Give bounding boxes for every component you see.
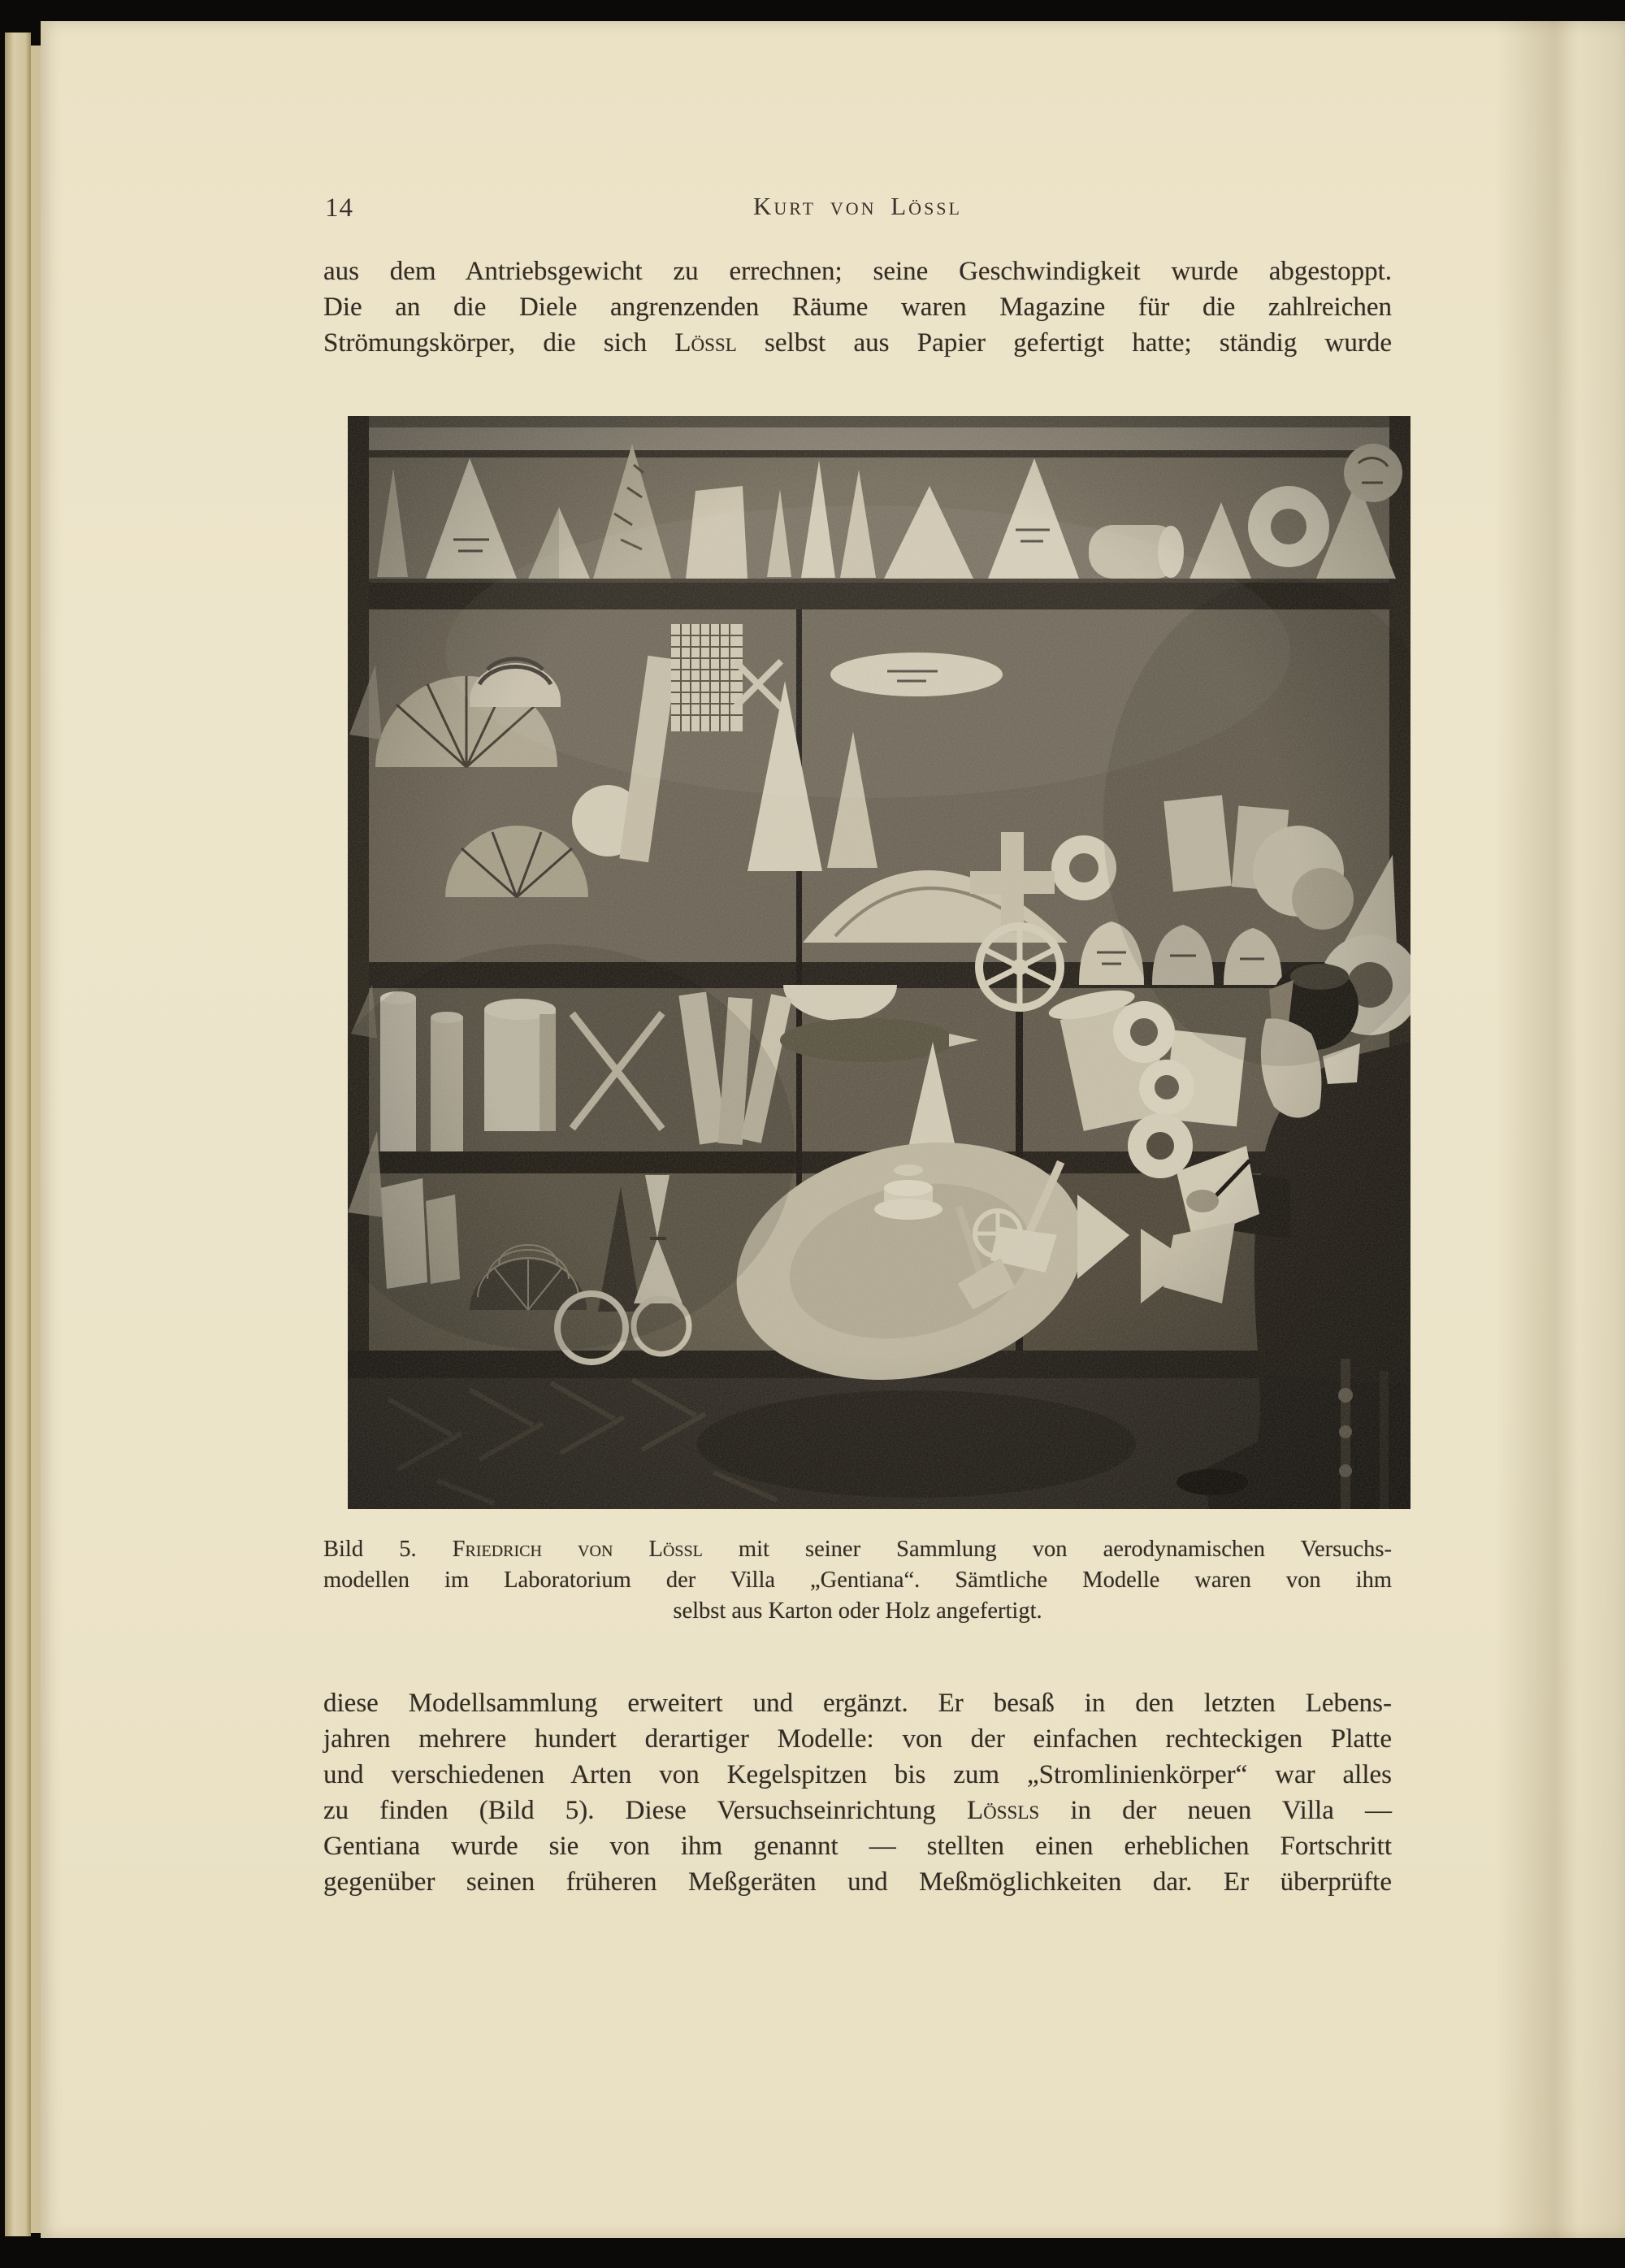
- book-page-edges: [5, 33, 31, 2236]
- text-line: Bild 5. Friedrich von Lössl mit seiner Sammlung von aerodynamischen Versuchs-: [323, 1537, 1392, 1562]
- binding-gutter-shadow: [1495, 21, 1625, 2238]
- text-line: gegenüber seinen früheren Meßgeräten und Meßmöglichkeiten dar. Er überprüfte: [323, 1867, 1392, 1897]
- text-line: jahren mehrere hundert derartiger Modelle: von der einfachen rechteckigen Platte: [323, 1724, 1392, 1754]
- paragraph-top: [323, 254, 1392, 361]
- text-line: modellen im Laboratorium der Villa „Gentiana“. Sämtliche Modelle waren von ihm: [323, 1568, 1392, 1593]
- text-line: Die an die Diele angrenzenden Räume waren Magazine für die zahlreichen: [323, 293, 1392, 322]
- running-head: Kurt von Lössl: [753, 192, 962, 220]
- text-line: und verschiedenen Arten von Kegelspitzen bis zum „Stromlinienkörper“ war alles: [323, 1760, 1392, 1789]
- book-page-edge-inner: [31, 46, 41, 2233]
- paragraph-bottom: [323, 1685, 1392, 1900]
- figure-photo: [348, 416, 1410, 1509]
- text-line: Strömungskörper, die sich Lössl selbst aus Papier gefertigt hatte; ständig wurde: [323, 328, 1392, 358]
- figure-caption: [323, 1534, 1392, 1627]
- page-number: 14: [325, 193, 353, 223]
- text-line: zu finden (Bild 5). Diese Versuchseinrichtung Lössls in der neuen Villa —: [323, 1796, 1393, 1825]
- photo-tone-overlays: [348, 416, 1410, 1509]
- text-line: diese Modellsammlung erweitert und ergänzt. Er besaß in den letzten Lebens-: [323, 1689, 1392, 1718]
- text-line: selbst aus Karton oder Holz angefertigt.: [673, 1598, 1042, 1624]
- photo-illustration: [348, 416, 1410, 1509]
- text-line: Gentiana wurde sie von ihm genannt — stellten einen erheblichen Fortschritt: [323, 1832, 1392, 1861]
- page: [41, 21, 1625, 2238]
- text-line: aus dem Antriebsgewicht zu errechnen; seine Geschwindigkeit wurde abgestoppt.: [323, 257, 1392, 286]
